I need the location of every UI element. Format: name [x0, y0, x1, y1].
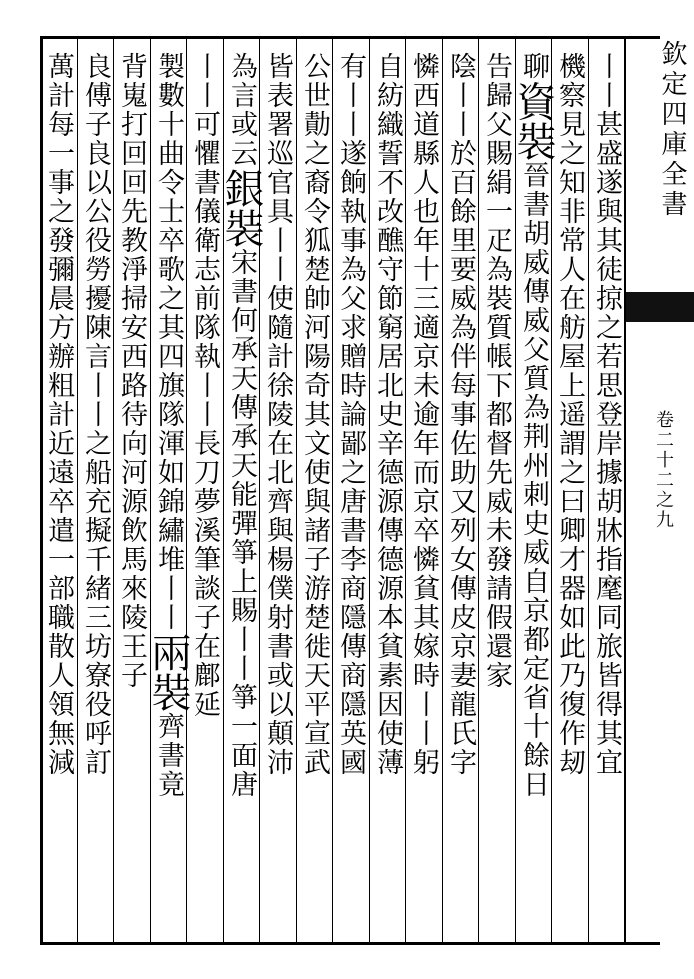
text-column — [218, 52, 264, 799]
column-text: 丨丨可懼 — [189, 52, 220, 168]
text-column — [408, 52, 441, 777]
column-text: 為言或云 — [226, 52, 257, 168]
column-text: 背嵬打回回先教淨掃安西路待向河源飲馬來 — [116, 52, 147, 603]
column-text: 萬計每一事之發彌晨方辦粗計近遠卒遣一部職散人領無減 — [43, 52, 74, 777]
column-text: 齊書竟 — [153, 712, 184, 799]
text-column — [189, 52, 222, 719]
column-text: 公世勣之裔令狐楚帥河陽奇其文使與諸子游楚徙天平宣武 — [299, 52, 330, 777]
column-text: 良傅子良以公役勞擾陳言丨丨之船充擬千緒三坊寮役呼訂 — [80, 52, 111, 777]
entry-heading: 兩裝 — [145, 632, 191, 712]
book-title: 欽定四庫全書 — [657, 40, 687, 220]
text-column — [591, 52, 624, 777]
text-column — [335, 52, 368, 777]
column-text: 有丨丨遂餉執事為父求贈時論鄙之唐書李商隱傳商隱英國 — [335, 52, 366, 777]
column-text: 憐西道縣人也年十三適京未逾年而京卒憐貧其嫁時丨丨躬 — [408, 52, 439, 777]
column-text: 晉書胡威傳威父質為荆州刺史威自京都定省十餘日 — [518, 161, 549, 799]
fishtail-marker — [626, 292, 694, 322]
text-column — [262, 52, 295, 777]
entry-heading: 資裝 — [510, 81, 556, 161]
text-column — [145, 52, 191, 799]
text-column — [510, 52, 556, 799]
text-column — [116, 52, 149, 690]
frame-top-border — [40, 36, 660, 39]
column-text: 宋書何承天傳承天能彈箏上賜丨丨箏一面唐 — [226, 248, 257, 799]
entry-heading: 銀裝 — [218, 168, 264, 248]
column-text: 陰丨丨於百餘里要威為伴每事佐助又列女傳皮京妻龍氏字 — [445, 52, 476, 777]
column-text: 書儀衛志前隊執丨丨長刀夢溪筆談子在鄜延 — [189, 168, 220, 719]
text-column — [372, 52, 405, 777]
text-column — [445, 52, 478, 777]
text-column — [554, 52, 587, 777]
frame-bottom-border — [40, 942, 660, 945]
column-text: 陵王子 — [116, 603, 147, 690]
column-text: 丨丨甚盛遂與其徒掠之若思登岸據胡牀指麾同旅皆得其宜 — [591, 52, 622, 777]
column-text: 製數十曲令士卒歌之其四旗隊渾如錦繡堆丨丨 — [153, 52, 184, 632]
column-text: 聊 — [518, 52, 549, 81]
column-text: 自紡織誓不改醮守節窮居北史辛德源傳德源本貧素因使薄 — [372, 52, 403, 777]
column-text: 皆表署巡官具丨丨使隨計徐陵在北齊與楊僕射書或以顛沛 — [262, 52, 293, 777]
text-column — [43, 52, 76, 777]
column-text: 告歸父賜絹一疋為裝質帳下都督先威未發請假還家 — [481, 52, 512, 690]
text-column — [299, 52, 332, 777]
volume-label: 卷二十二之九 — [653, 410, 674, 530]
text-column — [80, 52, 113, 777]
frame-right-border — [624, 36, 626, 945]
column-text: 機察見之知非常人在舫屋上遥謂之曰卿才器如此乃復作刼 — [554, 52, 585, 777]
text-column — [481, 52, 514, 690]
